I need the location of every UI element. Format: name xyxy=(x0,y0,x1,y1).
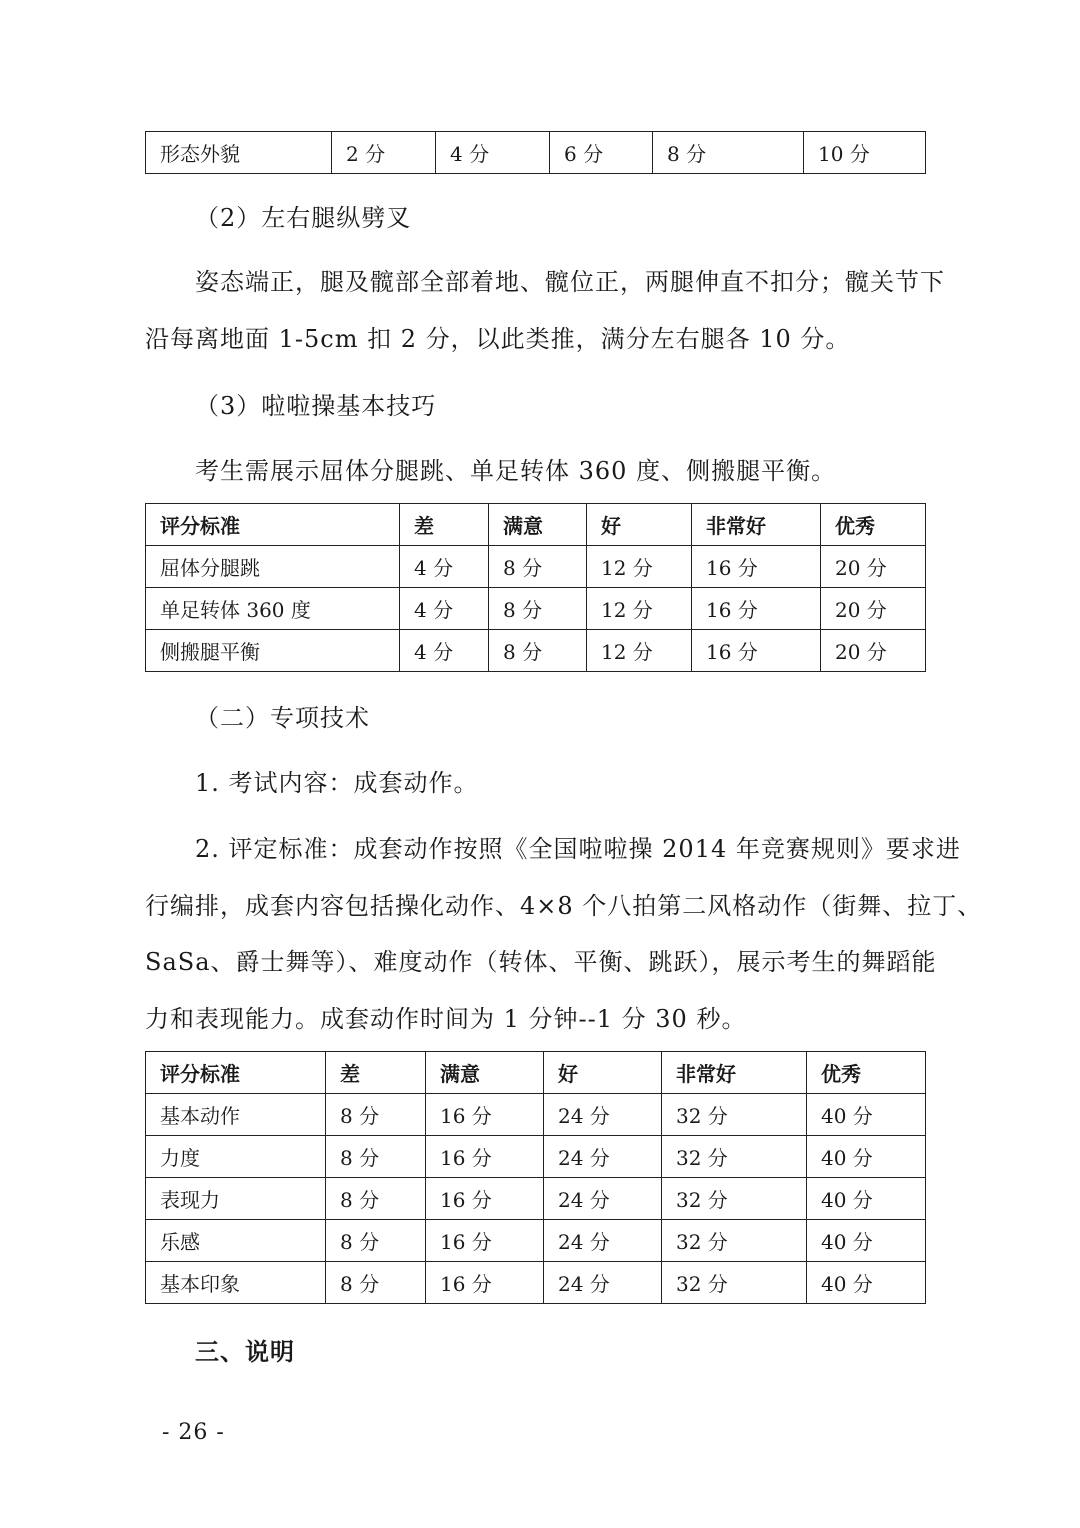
table-cell: 形态外貌 xyxy=(146,132,332,174)
table-cell: 16 分 xyxy=(426,1262,544,1304)
table-row xyxy=(146,546,926,588)
table-row xyxy=(146,630,926,672)
table-header-row xyxy=(146,504,926,546)
table-cell: 24 分 xyxy=(544,1220,662,1262)
split-text-line2: 沿每离地面 1-5cm 扣 2 分，以此类推，满分左右腿各 10 分。 xyxy=(145,325,851,353)
table-cell: 24 分 xyxy=(544,1094,662,1136)
table-header-cell: 非常好 xyxy=(662,1052,807,1094)
section-three-heading: 三、说明 xyxy=(195,1337,295,1366)
table-cell: 40 分 xyxy=(807,1094,926,1136)
table-cell: 24 分 xyxy=(544,1262,662,1304)
table-cell: 4 分 xyxy=(400,546,489,588)
table-header-cell: 优秀 xyxy=(821,504,926,546)
table-header-cell: 满意 xyxy=(426,1052,544,1094)
table-cell: 32 分 xyxy=(662,1262,807,1304)
special-item2-line1: 2. 评定标准：成套动作按照《全国啦啦操 2014 年竞赛规则》要求进 xyxy=(195,835,961,863)
table-header-cell: 优秀 xyxy=(807,1052,926,1094)
table-cell: 16 分 xyxy=(426,1136,544,1178)
table-row xyxy=(146,1178,926,1220)
table-row xyxy=(146,1262,926,1304)
table-cell: 40 分 xyxy=(807,1136,926,1178)
table-cell: 32 分 xyxy=(662,1178,807,1220)
table-cell: 侧搬腿平衡 xyxy=(146,630,400,672)
table-header-cell: 差 xyxy=(400,504,489,546)
table-cell: 4 分 xyxy=(400,588,489,630)
table-cell: 表现力 xyxy=(146,1178,326,1220)
table-cell: 20 分 xyxy=(821,588,926,630)
table-header-cell: 好 xyxy=(587,504,692,546)
table-cell: 16 分 xyxy=(426,1178,544,1220)
routine-score-table xyxy=(145,1051,926,1304)
basic-skills-heading: （3）啦啦操基本技巧 xyxy=(195,392,437,420)
table-cell: 8 分 xyxy=(489,588,587,630)
special-item2-line3: SaSa、爵士舞等）、难度动作（转体、平衡、跳跃），展示考生的舞蹈能 xyxy=(145,948,937,976)
table-cell: 基本印象 xyxy=(146,1262,326,1304)
table-cell: 40 分 xyxy=(807,1262,926,1304)
table-cell: 12 分 xyxy=(587,630,692,672)
table-cell: 16 分 xyxy=(426,1094,544,1136)
table-cell: 32 分 xyxy=(662,1220,807,1262)
basic-skills-text: 考生需展示屈体分腿跳、单足转体 360 度、侧搬腿平衡。 xyxy=(195,457,837,485)
table-header-cell: 好 xyxy=(544,1052,662,1094)
page-number: - 26 - xyxy=(162,1420,225,1445)
table-cell: 32 分 xyxy=(662,1136,807,1178)
table-cell: 2 分 xyxy=(332,132,436,174)
table-cell: 8 分 xyxy=(326,1220,426,1262)
table-header-cell: 满意 xyxy=(489,504,587,546)
table-cell: 20 分 xyxy=(821,546,926,588)
table-header-row xyxy=(146,1052,926,1094)
table-cell: 16 分 xyxy=(692,546,821,588)
table-cell: 8 分 xyxy=(489,630,587,672)
appearance-score-table xyxy=(145,131,926,174)
table-cell: 40 分 xyxy=(807,1220,926,1262)
table-cell: 24 分 xyxy=(544,1178,662,1220)
table-cell: 基本动作 xyxy=(146,1094,326,1136)
table-cell: 8 分 xyxy=(326,1262,426,1304)
table-cell: 16 分 xyxy=(426,1220,544,1262)
table-cell: 乐感 xyxy=(146,1220,326,1262)
special-tech-heading: （二）专项技术 xyxy=(195,704,370,732)
table-row xyxy=(146,1220,926,1262)
table-cell: 单足转体 360 度 xyxy=(146,588,400,630)
table-header-cell: 评分标准 xyxy=(146,1052,326,1094)
table-cell: 8 分 xyxy=(326,1178,426,1220)
special-item2-line4: 力和表现能力。成套动作时间为 1 分钟--1 分 30 秒。 xyxy=(145,1005,747,1033)
table-header-cell: 差 xyxy=(326,1052,426,1094)
table-row xyxy=(146,1094,926,1136)
table-cell: 8 分 xyxy=(326,1094,426,1136)
table-cell: 4 分 xyxy=(400,630,489,672)
table-cell: 24 分 xyxy=(544,1136,662,1178)
table-header-cell: 评分标准 xyxy=(146,504,400,546)
table-cell: 32 分 xyxy=(662,1094,807,1136)
table-cell: 8 分 xyxy=(326,1136,426,1178)
table-cell: 16 分 xyxy=(692,588,821,630)
table-header-cell: 非常好 xyxy=(692,504,821,546)
table-cell: 16 分 xyxy=(692,630,821,672)
table-cell: 40 分 xyxy=(807,1178,926,1220)
table-cell: 6 分 xyxy=(550,132,653,174)
table-row xyxy=(146,1136,926,1178)
special-item1: 1. 考试内容：成套动作。 xyxy=(195,769,479,797)
table-cell: 10 分 xyxy=(804,132,926,174)
basic-skills-score-table xyxy=(145,503,926,672)
split-heading: （2）左右腿纵劈叉 xyxy=(195,204,412,232)
table-cell: 屈体分腿跳 xyxy=(146,546,400,588)
table-cell: 8 分 xyxy=(653,132,804,174)
table-cell: 4 分 xyxy=(436,132,550,174)
special-item2-line2: 行编排，成套内容包括操化动作、4×8 个八拍第二风格动作（街舞、拉丁、 xyxy=(145,892,983,920)
table-cell: 力度 xyxy=(146,1136,326,1178)
table-cell: 12 分 xyxy=(587,546,692,588)
table-cell: 20 分 xyxy=(821,630,926,672)
table-cell: 8 分 xyxy=(489,546,587,588)
table-row xyxy=(146,132,926,174)
split-text-line1: 姿态端正，腿及髋部全部着地、髋位正，两腿伸直不扣分；髋关节下 xyxy=(195,268,945,296)
table-cell: 12 分 xyxy=(587,588,692,630)
table-row xyxy=(146,588,926,630)
